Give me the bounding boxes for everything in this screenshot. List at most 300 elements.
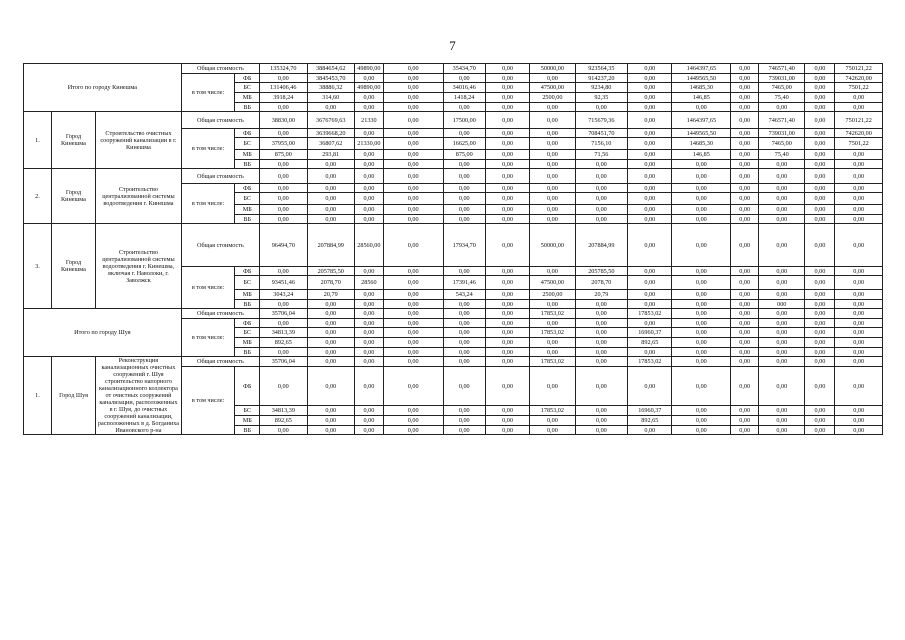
value-cell: 0,00 [835,103,883,112]
value-cell: 0,00 [485,138,529,150]
source-code: ФБ [235,319,260,328]
item-number: 2. [24,169,52,224]
value-cell: 0,00 [672,406,731,416]
value-cell: 0,00 [383,348,443,357]
value-cell: 0,00 [485,290,529,300]
value-cell: 0,00 [805,426,835,435]
value-cell: 0,00 [805,93,835,103]
value-cell: 0,00 [307,193,354,205]
value-cell: 0,00 [672,193,731,205]
total-cost-label: Общая стоимость [181,224,259,267]
value-cell: 7156,10 [575,138,628,150]
summary-title: Итого по городу Кинешма [24,64,182,112]
value-cell: 35706,04 [260,357,307,367]
value-cell: 0,00 [575,338,628,348]
value-cell: 0,00 [628,367,672,406]
value-cell: 0,00 [672,319,731,328]
total-row [24,224,883,267]
value-cell: 0,00 [731,64,759,74]
value-cell: 0,00 [530,129,575,138]
value-cell: 0,00 [731,138,759,150]
value-cell: 0,00 [628,169,672,184]
value-cell: 0,00 [731,215,759,224]
value-cell: 0,00 [805,290,835,300]
value-cell: 892,65 [260,338,307,348]
value-cell: 36807,62 [307,138,354,150]
source-code: МБ [235,416,260,426]
value-cell: 0,00 [443,416,485,426]
value-cell: 0,00 [530,367,575,406]
value-cell: 0,00 [530,112,575,129]
value-cell: 892,65 [628,338,672,348]
value-cell: 0,00 [731,290,759,300]
value-cell: 0,00 [805,74,835,83]
value-cell: 0,00 [530,416,575,426]
value-cell: 0,00 [805,103,835,112]
value-cell: 0,00 [672,205,731,215]
value-cell: 0,00 [731,83,759,93]
source-code: ВБ [235,348,260,357]
value-cell: 0,00 [575,160,628,169]
value-cell: 0,00 [354,416,383,426]
source-code: МБ [235,290,260,300]
value-cell: 0,00 [575,193,628,205]
value-cell: 0,00 [628,129,672,138]
value-cell: 0,00 [307,103,354,112]
value-cell: 0,00 [307,406,354,416]
value-cell: 21330 [354,112,383,129]
value-cell: 0,00 [485,357,529,367]
value-cell: 0,00 [260,193,307,205]
value-cell: 17853,02 [628,309,672,319]
value-cell: 0,00 [383,426,443,435]
value-cell: 0,00 [731,267,759,276]
source-code: МБ [235,150,260,160]
including-label: в том числе: [181,267,235,309]
value-cell: 49890,00 [354,83,383,93]
value-cell: 0,00 [443,193,485,205]
value-cell: 0,00 [628,300,672,309]
value-cell: 0,00 [383,319,443,328]
value-cell: 0,00 [260,129,307,138]
value-cell: 0,00 [731,184,759,193]
value-cell: 0,00 [383,367,443,406]
value-cell: 207884,99 [307,224,354,267]
including-label: в том числе: [181,367,235,435]
value-cell: 0,00 [443,426,485,435]
value-cell: 1464397,65 [672,112,731,129]
value-cell: 0,00 [805,129,835,138]
value-cell: 0,00 [530,184,575,193]
source-code: МБ [235,338,260,348]
value-cell: 17934,70 [443,224,485,267]
value-cell: 0,00 [759,338,805,348]
value-cell: 0,00 [759,367,805,406]
including-label: в том числе: [181,319,235,357]
value-cell: 17853,02 [530,309,575,319]
value-cell: 0,00 [805,276,835,290]
value-cell: 0,00 [835,309,883,319]
value-cell: 0,00 [575,348,628,357]
value-cell: 923564,35 [575,64,628,74]
value-cell: 0,00 [443,348,485,357]
value-cell: 0,00 [383,406,443,416]
value-cell: 750121,22 [835,112,883,129]
source-code: МБ [235,93,260,103]
value-cell: 0,00 [672,184,731,193]
value-cell: 0,00 [260,103,307,112]
including-label: в том числе: [181,129,235,169]
value-cell: 0,00 [805,357,835,367]
value-cell: 0,00 [383,193,443,205]
value-cell: 0,00 [835,290,883,300]
value-cell: 0,00 [575,300,628,309]
value-cell: 0,00 [530,426,575,435]
value-cell: 0,00 [759,416,805,426]
value-cell: 0,00 [731,103,759,112]
source-code: ВБ [235,103,260,112]
value-cell: 0,00 [383,357,443,367]
value-cell: 0,00 [383,150,443,160]
value-cell: 0,00 [443,367,485,406]
value-cell: 0,00 [443,215,485,224]
value-cell: 0,00 [628,64,672,74]
value-cell: 0,00 [443,160,485,169]
value-cell: 131406,46 [260,83,307,93]
value-cell: 0,00 [307,338,354,348]
value-cell: 0,00 [530,138,575,150]
value-cell: 3918,24 [260,93,307,103]
value-cell: 0,00 [530,74,575,83]
value-cell: 0,00 [731,406,759,416]
value-cell: 92,35 [575,93,628,103]
value-cell: 0,00 [530,160,575,169]
value-cell: 0,00 [354,205,383,215]
source-code: ВБ [235,160,260,169]
value-cell: 0,00 [628,276,672,290]
value-cell: 17853,02 [530,357,575,367]
value-cell: 0,00 [530,267,575,276]
value-cell: 314,60 [307,93,354,103]
value-cell: 0,00 [307,367,354,406]
value-cell: 0,00 [628,205,672,215]
value-cell: 205785,50 [307,267,354,276]
value-cell: 0,00 [759,224,805,267]
value-cell: 0,00 [383,112,443,129]
value-cell: 0,00 [731,328,759,338]
value-cell: 746571,40 [759,112,805,129]
value-cell: 0,00 [759,103,805,112]
value-cell: 0,00 [383,215,443,224]
value-cell: 0,00 [672,416,731,426]
value-cell: 0,00 [628,319,672,328]
value-cell: 0,00 [731,276,759,290]
value-cell: 0,00 [307,215,354,224]
value-cell: 0,00 [383,138,443,150]
value-cell: 0,00 [805,348,835,357]
value-cell: 0,00 [307,300,354,309]
value-cell: 0,00 [672,367,731,406]
value-cell: 0,00 [575,215,628,224]
value-cell: 0,00 [383,300,443,309]
value-cell: 0,00 [354,367,383,406]
value-cell: 0,00 [485,83,529,93]
value-cell: 17853,02 [530,406,575,416]
value-cell: 0,00 [628,267,672,276]
total-cost-label: Общая стоимость [181,64,259,74]
value-cell: 17853,02 [530,328,575,338]
value-cell: 0,00 [485,309,529,319]
value-cell: 0,00 [485,150,529,160]
value-cell: 0,00 [835,215,883,224]
total-cost-label: Общая стоимость [181,169,259,184]
value-cell: 0,00 [443,328,485,338]
value-cell: 0,00 [628,426,672,435]
value-cell: 0,00 [383,184,443,193]
value-cell: 0,00 [443,184,485,193]
value-cell: 0,00 [835,348,883,357]
value-cell: 0,00 [731,300,759,309]
value-cell: 0,00 [354,160,383,169]
value-cell: 0,00 [443,103,485,112]
value-cell: 0,00 [354,103,383,112]
project-description: Строительство очистных сооружений канализации в г. Кинешма [96,112,182,169]
value-cell: 000 [759,300,805,309]
value-cell: 205785,50 [575,267,628,276]
value-cell: 914237,20 [575,74,628,83]
value-cell: 0,00 [628,160,672,169]
value-cell: 34813,39 [260,328,307,338]
value-cell: 0,00 [805,416,835,426]
value-cell: 0,00 [759,169,805,184]
value-cell: 17853,02 [628,357,672,367]
value-cell: 0,00 [383,328,443,338]
value-cell: 0,00 [805,64,835,74]
value-cell: 0,00 [731,129,759,138]
value-cell: 0,00 [731,169,759,184]
value-cell: 0,00 [383,290,443,300]
value-cell: 47500,00 [530,83,575,93]
value-cell: 0,00 [260,74,307,83]
value-cell: 0,00 [383,160,443,169]
source-code: БС [235,328,260,338]
value-cell: 3639668,20 [307,129,354,138]
item-number: 3. [24,224,52,309]
value-cell: 0,00 [805,138,835,150]
value-cell: 0,00 [575,357,628,367]
source-code: ФБ [235,367,260,406]
value-cell: 0,00 [759,426,805,435]
value-cell: 0,00 [835,93,883,103]
value-cell: 207884,99 [575,224,628,267]
value-cell: 1449565,50 [672,74,731,83]
value-cell: 0,00 [307,184,354,193]
value-cell: 0,00 [260,267,307,276]
total-cost-label: Общая стоимость [181,112,259,129]
value-cell: 96494,70 [260,224,307,267]
value-cell: 14685,30 [672,138,731,150]
value-cell: 0,00 [354,338,383,348]
value-cell: 0,00 [805,367,835,406]
item-number: 1. [24,357,52,435]
value-cell: 0,00 [443,338,485,348]
value-cell: 1464397,65 [672,64,731,74]
value-cell: 0,00 [672,103,731,112]
value-cell: 0,00 [485,103,529,112]
value-cell: 0,00 [835,416,883,426]
value-cell: 0,00 [354,406,383,416]
value-cell: 0,00 [443,129,485,138]
value-cell: 0,00 [383,276,443,290]
source-code: ФБ [235,267,260,276]
value-cell: 0,00 [307,328,354,338]
value-cell: 0,00 [485,112,529,129]
value-cell: 0,00 [672,224,731,267]
value-cell: 3676769,63 [307,112,354,129]
budget-table [23,63,883,435]
value-cell: 75,40 [759,93,805,103]
value-cell: 2500,00 [530,93,575,103]
value-cell: 35706,04 [260,309,307,319]
value-cell: 0,00 [383,64,443,74]
value-cell: 0,00 [731,319,759,328]
value-cell: 0,00 [628,150,672,160]
value-cell: 0,00 [731,112,759,129]
value-cell: 0,00 [805,267,835,276]
value-cell: 0,00 [759,160,805,169]
value-cell: 0,00 [835,169,883,184]
value-cell: 0,00 [835,184,883,193]
value-cell: 0,00 [354,357,383,367]
value-cell: 0,00 [383,205,443,215]
value-cell: 0,00 [731,74,759,83]
value-cell: 0,00 [672,309,731,319]
value-cell: 0,00 [672,300,731,309]
value-cell: 0,00 [260,205,307,215]
total-row [24,112,883,129]
value-cell: 0,00 [307,205,354,215]
value-cell: 0,00 [354,328,383,338]
value-cell: 0,00 [354,300,383,309]
value-cell: 742620,00 [835,74,883,83]
value-cell: 146,85 [672,93,731,103]
value-cell: 1418,24 [443,93,485,103]
value-cell: 21330,00 [354,138,383,150]
value-cell: 0,00 [260,160,307,169]
project-description: Реконструкция канализационных очистных сооружений г. Шуя строительство напорного канализационного коллектора от очистных сооружений канализации, расположенных в г. Шуя, до очистных сооружений канализации, расположенных в д. Богданиха Ивановского р-на [96,357,182,435]
value-cell: 0,00 [307,319,354,328]
value-cell: 50000,00 [530,224,575,267]
source-code: ВБ [235,215,260,224]
value-cell: 0,00 [805,83,835,93]
value-cell: 0,00 [672,338,731,348]
value-cell: 739031,00 [759,74,805,83]
value-cell: 75,40 [759,150,805,160]
value-cell: 0,00 [805,150,835,160]
source-code: БС [235,406,260,416]
value-cell: 0,00 [575,309,628,319]
value-cell: 0,00 [307,309,354,319]
value-cell: 93451,46 [260,276,307,290]
value-cell: 0,00 [759,215,805,224]
value-cell: 0,00 [731,357,759,367]
value-cell: 0,00 [485,319,529,328]
value-cell: 0,00 [575,103,628,112]
value-cell: 0,00 [835,406,883,416]
value-cell: 0,00 [672,328,731,338]
value-cell: 0,00 [759,406,805,416]
value-cell: 0,00 [383,93,443,103]
source-code: МБ [235,205,260,215]
value-cell: 3845453,70 [307,74,354,83]
value-cell: 0,00 [759,276,805,290]
value-cell: 38830,00 [260,112,307,129]
value-cell: 0,00 [354,215,383,224]
value-cell: 0,00 [835,224,883,267]
value-cell: 0,00 [835,367,883,406]
value-cell: 0,00 [485,160,529,169]
value-cell: 0,00 [835,426,883,435]
value-cell: 7501,22 [835,83,883,93]
value-cell: 0,00 [354,309,383,319]
value-cell: 0,00 [835,193,883,205]
value-cell: 0,00 [443,267,485,276]
value-cell: 14685,30 [672,83,731,93]
project-description: Строительство централизованной системы водоотведения г. Кинешма [96,169,182,224]
value-cell: 0,00 [485,129,529,138]
source-code: ВБ [235,300,260,309]
value-cell: 0,00 [260,367,307,406]
value-cell: 0,00 [628,103,672,112]
value-cell: 892,65 [628,416,672,426]
value-cell: 0,00 [731,338,759,348]
value-cell: 0,00 [443,74,485,83]
value-cell: 0,00 [759,193,805,205]
total-row [24,309,883,319]
value-cell: 0,00 [575,169,628,184]
total-cost-label: Общая стоимость [181,309,259,319]
value-cell: 34016,46 [443,83,485,93]
value-cell: 16960,37 [628,406,672,416]
value-cell: 0,00 [485,328,529,338]
value-cell: 0,00 [485,93,529,103]
value-cell: 892,65 [260,416,307,426]
value-cell: 0,00 [805,338,835,348]
value-cell: 0,00 [672,169,731,184]
value-cell: 0,00 [485,338,529,348]
value-cell: 0,00 [530,300,575,309]
value-cell: 0,00 [260,215,307,224]
value-cell: 0,00 [530,103,575,112]
city-name: Город Кинешма [51,224,95,309]
value-cell: 0,00 [354,267,383,276]
value-cell: 0,00 [383,416,443,426]
value-cell: 0,00 [805,184,835,193]
value-cell: 0,00 [731,160,759,169]
item-number: 1. [24,112,52,169]
total-row [24,357,883,367]
including-label: в том числе: [181,74,235,112]
value-cell: 0,00 [354,184,383,193]
source-code: ФБ [235,74,260,83]
value-cell: 0,00 [759,309,805,319]
value-cell: 0,00 [805,193,835,205]
value-cell: 0,00 [759,319,805,328]
value-cell: 0,00 [759,348,805,357]
value-cell: 0,00 [835,276,883,290]
value-cell: 0,00 [307,348,354,357]
value-cell: 0,00 [628,83,672,93]
